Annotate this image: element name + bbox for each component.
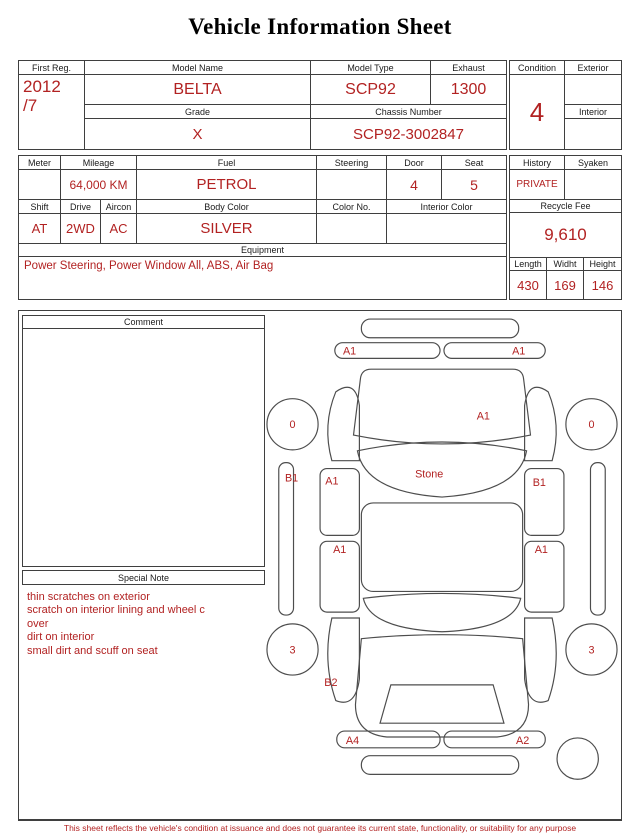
meter-value bbox=[19, 170, 61, 200]
damage-mark: 3 bbox=[588, 644, 595, 657]
damage-mark: B1 bbox=[284, 472, 299, 485]
model-name-value: BELTA bbox=[85, 75, 311, 105]
height-label: Height bbox=[584, 258, 621, 271]
special-note-line: small dirt and scuff on seat bbox=[27, 644, 158, 657]
drive-value: 2WD bbox=[61, 214, 101, 244]
model-type-label: Model Type bbox=[311, 61, 431, 75]
grade-value: X bbox=[85, 119, 311, 149]
syaken-label: Syaken bbox=[565, 156, 621, 170]
fuel-label: Fuel bbox=[137, 156, 317, 170]
drive-label: Drive bbox=[61, 200, 101, 214]
equipment-value: Power Steering, Power Window All, ABS, Air Bag bbox=[24, 260, 274, 272]
model-name-label: Model Name bbox=[85, 61, 311, 75]
body-color-label: Body Color bbox=[137, 200, 317, 214]
damage-mark: A1 bbox=[512, 345, 526, 358]
seat-label: Seat bbox=[442, 156, 506, 170]
length-value: 430 bbox=[510, 271, 547, 299]
door-label: Door bbox=[387, 156, 442, 170]
fuel-value: PETROL bbox=[137, 170, 317, 200]
spec-table bbox=[18, 155, 507, 300]
exterior-label: Exterior bbox=[565, 61, 621, 75]
exterior-value bbox=[565, 75, 621, 105]
rear-bumper-strip bbox=[361, 756, 518, 775]
width-label: Widht bbox=[547, 258, 584, 271]
equipment-label: Equipment bbox=[19, 244, 506, 257]
car-diagram bbox=[265, 313, 619, 808]
special-note-line: thin scratches on exterior bbox=[27, 591, 150, 603]
rear-panel bbox=[380, 685, 504, 723]
interior-color-label: Interior Color bbox=[387, 200, 506, 214]
front-fascia-right bbox=[444, 343, 545, 359]
exhaust-label: Exhaust bbox=[431, 61, 506, 75]
damage-mark: B2 bbox=[324, 676, 338, 689]
steering-label: Steering bbox=[317, 156, 387, 170]
color-no-value bbox=[317, 214, 387, 244]
left-quarter-panel bbox=[328, 618, 360, 702]
history-value: PRIVATE bbox=[510, 170, 565, 200]
width-value: 169 bbox=[547, 271, 584, 299]
model-type-value: SCP92 bbox=[311, 75, 431, 105]
main-panel bbox=[18, 310, 622, 821]
roof-panel bbox=[361, 503, 522, 592]
length-label: Length bbox=[510, 258, 547, 271]
chassis-number-label: Chassis Number bbox=[311, 105, 506, 119]
interior-value bbox=[565, 119, 621, 149]
damage-mark: A1 bbox=[534, 544, 548, 557]
special-note-header bbox=[22, 570, 265, 585]
damage-mark: 3 bbox=[289, 644, 296, 657]
chassis-number-value: SCP92-3002847 bbox=[353, 125, 464, 143]
damage-mark: A1 bbox=[333, 544, 347, 557]
color-no-label: Color No. bbox=[317, 200, 387, 214]
body-color-value: SILVER bbox=[137, 214, 317, 244]
shift-label: Shift bbox=[19, 200, 61, 214]
special-note-line: over bbox=[27, 617, 49, 630]
seat-value: 5 bbox=[442, 170, 506, 200]
page-title: Vehicle Information Sheet bbox=[188, 14, 452, 39]
mileage-value: 64,000 KM bbox=[61, 170, 137, 200]
front-bumper-strip bbox=[361, 319, 518, 338]
history-label: History bbox=[510, 156, 565, 170]
meter-label: Meter bbox=[19, 156, 61, 170]
door-value: 4 bbox=[387, 170, 442, 200]
spare-tire bbox=[557, 738, 598, 779]
condition-value: 4 bbox=[529, 96, 545, 127]
recycle-fee-label: Recycle Fee bbox=[510, 200, 621, 213]
shift-value: AT bbox=[19, 214, 61, 244]
special-note-label: Special Note bbox=[117, 572, 170, 583]
damage-mark: B1 bbox=[532, 477, 546, 490]
mileage-label: Mileage bbox=[61, 156, 137, 170]
first-reg-label: First Reg. bbox=[19, 61, 84, 75]
special-note-text bbox=[27, 591, 265, 658]
car-damage-diagram bbox=[265, 313, 619, 805]
aircon-value: AC bbox=[101, 214, 137, 244]
condition-table bbox=[509, 60, 622, 150]
footer-disclaimer: This sheet reflects the vehicle's condition at issuance and does not guarantee its current state, functionality, or suitability for any purpose bbox=[63, 823, 577, 833]
comment-box bbox=[22, 315, 265, 567]
damage-mark: A1 bbox=[476, 410, 490, 423]
rear-fascia-right bbox=[444, 731, 545, 748]
damage-mark: 0 bbox=[289, 419, 296, 432]
syaken-value bbox=[565, 170, 621, 200]
aircon-label: Aircon bbox=[101, 200, 137, 214]
comment-label: Comment bbox=[23, 316, 264, 329]
damage-mark: Stone bbox=[415, 468, 444, 481]
right-side-molding bbox=[590, 463, 605, 615]
trunk-panel bbox=[355, 635, 528, 737]
interior-label: Interior bbox=[565, 105, 621, 119]
first-reg-value: 2012 /7 bbox=[23, 77, 61, 116]
height-value: 146 bbox=[591, 277, 614, 293]
left-side-molding bbox=[279, 463, 294, 615]
damage-mark: A1 bbox=[342, 345, 357, 358]
history-fee-table bbox=[509, 155, 622, 300]
interior-color-value bbox=[387, 214, 506, 244]
grade-label: Grade bbox=[85, 105, 311, 119]
damage-mark: A1 bbox=[325, 475, 339, 488]
rear-window bbox=[363, 593, 520, 631]
damage-mark: 0 bbox=[588, 419, 595, 432]
recycle-fee-value: 9,610 bbox=[510, 213, 621, 258]
special-note-line: dirt on interior bbox=[27, 631, 95, 644]
vehicle-identity-table bbox=[18, 60, 507, 150]
right-quarter-panel bbox=[525, 618, 557, 702]
damage-mark: A2 bbox=[516, 734, 530, 747]
exhaust-value: 1300 bbox=[431, 75, 506, 105]
damage-mark: A4 bbox=[345, 734, 360, 747]
condition-label: Condition bbox=[510, 61, 564, 75]
hood-panel bbox=[354, 369, 531, 444]
special-note-line: scratch on interior lining and wheel c bbox=[27, 604, 205, 617]
steering-value bbox=[317, 170, 387, 200]
